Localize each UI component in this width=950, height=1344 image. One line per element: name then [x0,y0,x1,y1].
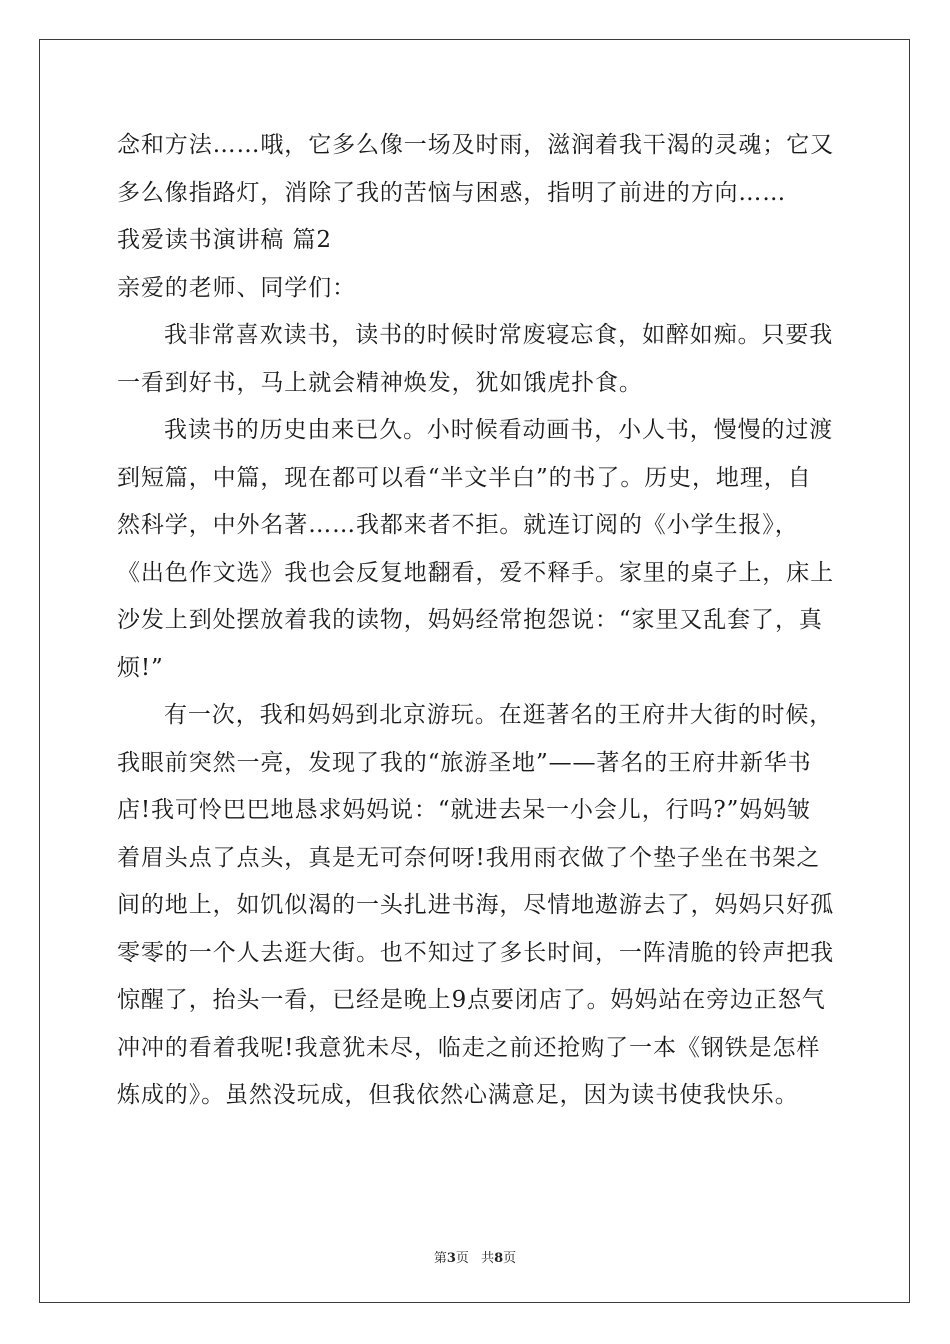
page-prefix: 第 [433,1251,447,1266]
text-line: 一看到好书，马上就会精神焕发，犹如饿虎扑食。 [117,369,643,396]
total-prefix: 共 [481,1251,495,1266]
total-page-number: 8 [494,1251,504,1266]
total-indicator [481,1251,516,1266]
text-line: 炼成的》。虽然没玩成，但我依然心满意足，因为读书使我快乐。 [117,1082,799,1108]
text-line: 沙发上到处摆放着我的读物，妈妈经常抱怨说：“家里又乱套了，真 [117,607,823,633]
text-line: 我眼前突然一亮，发现了我的“旅游圣地”——著名的王府井新华书 [117,749,812,776]
text-line: 念和方法……哦，它多么像一场及时雨，滋润着我干渴的灵魂；它又 [117,132,834,158]
total-suffix: 页 [503,1251,517,1266]
text-line: 我爱读书演讲稿 篇2 [117,227,332,253]
page-suffix: 页 [455,1251,469,1266]
text-line: 有一次，我和妈妈到北京游玩。在逛著名的王府井大街的时候， [164,702,834,728]
page-footer [0,1247,950,1266]
text-line: 零零的一个人去逛大街。也不知过了多长时间，一阵清脆的铃声把我 [117,939,834,966]
current-page-number: 3 [446,1251,456,1266]
text-line: 《出色作文选》我也会反复地翻看，爱不释手。家里的桌子上，床上 [117,559,834,586]
text-line: 烦!” [117,654,164,681]
text-line: 间的地上，如饥似渴的一头扎进书海，尽情地遨游去了，妈妈只好孤 [117,892,834,918]
text-line: 我非常喜欢读书，读书的时候时常废寝忘食，如醉如痴。只要我 [164,322,834,348]
text-line: 惊醒了，抬头一看，已经是晚上9点要闭店了。妈妈站在旁边正怒气 [117,987,826,1013]
text-line: 到短篇，中篇，现在都可以看“半文半白”的书了。历史，地理，自 [117,464,812,491]
text-line: 着眉头点了点头，真是无可奈何呀!我用雨衣做了个垫子坐在书架之 [117,844,821,871]
text-line: 冲冲的看着我呢!我意犹未尽，临走之前还抢购了一本《钢铁是怎样 [117,1034,821,1061]
text-line: 我读书的历史由来已久。小时候看动画书，小人书，慢慢的过渡 [164,417,834,443]
text-line: 店!我可怜巴巴地恳求妈妈说：“就进去呆一小会儿，行吗?”妈妈皱 [117,797,811,823]
text-line: 多么像指路灯，消除了我的苦恼与困惑，指明了前进的方向…… [117,179,787,206]
document-body [117,127,835,1125]
text-line: 亲爱的老师、同学们： [117,274,356,301]
page-indicator [434,1251,469,1266]
text-line: 然科学，中外名著……我都来者不拒。就连订阅的《小学生报》， [117,512,799,538]
